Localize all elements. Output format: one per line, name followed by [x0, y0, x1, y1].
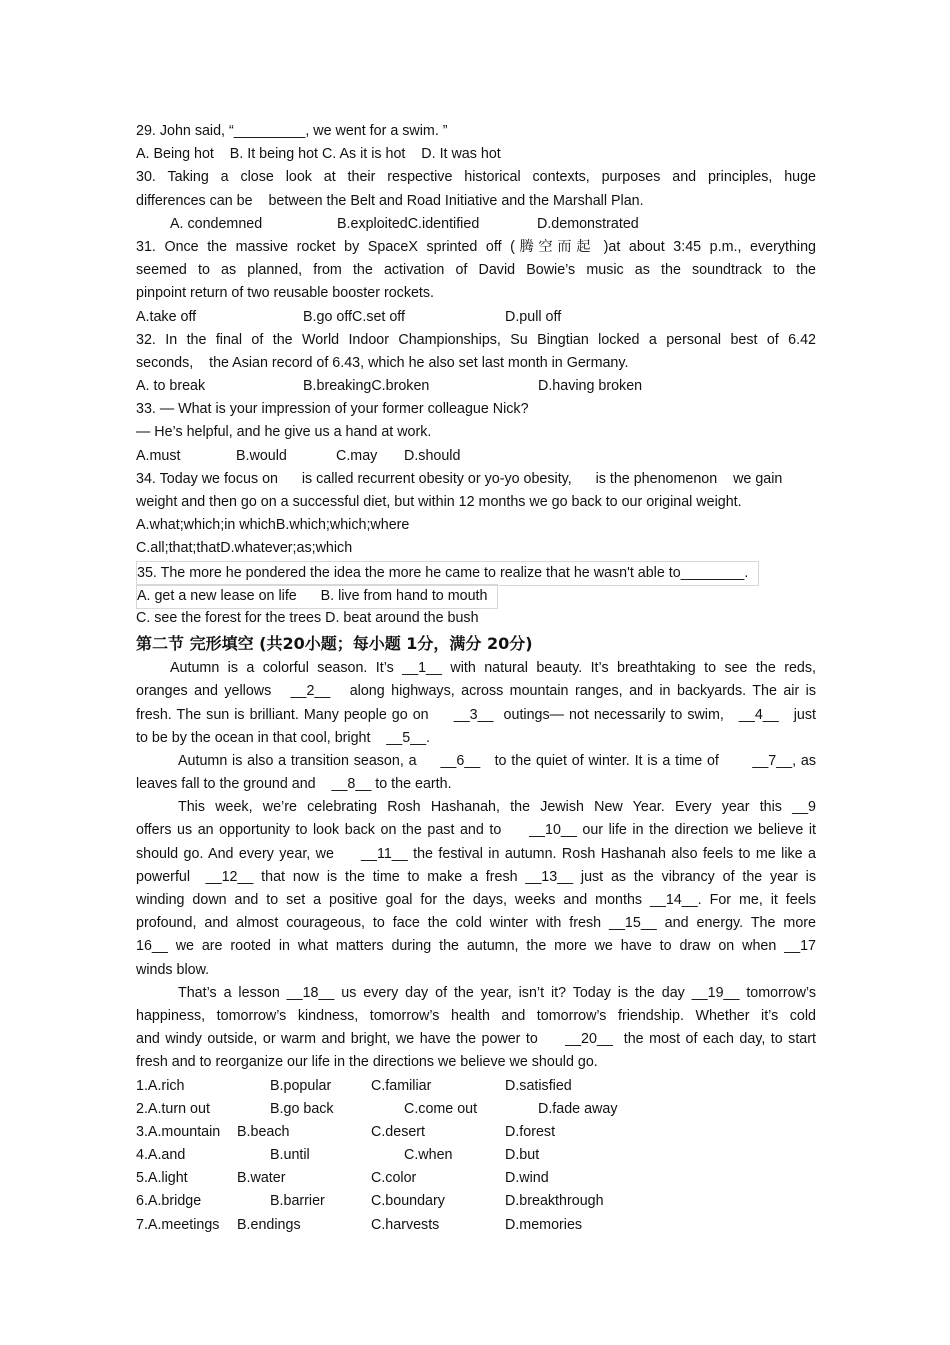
choice-row-6 — [136, 1190, 816, 1213]
choice-row-4 — [136, 1144, 816, 1167]
choice: D.wind — [505, 1170, 549, 1187]
passage-line: 16__ we are rooted in what matters during the autumn, the more we have to draw on when __17 — [136, 938, 816, 955]
option: A.take off — [136, 308, 197, 325]
option: A.must — [136, 447, 181, 464]
choice: B.endings — [237, 1216, 301, 1233]
choice-row-1 — [136, 1075, 816, 1098]
option: C.may — [336, 447, 378, 464]
choice: 4.A.and — [136, 1147, 186, 1164]
question-35-option-line-2: C. see the forest for the trees D. beat around the bush — [136, 609, 479, 626]
passage-line: profound, and almost courageous, to face the cold winter with fresh __15__ and energy. The more — [136, 915, 816, 932]
question-30-line-2: differences can be between the Belt and Road Initiative and the Marshall Plan. — [136, 192, 644, 209]
option: D.demonstrated — [537, 215, 639, 232]
passage-line: Autumn is a colorful season. It’s __1__ with natural beauty. It’s breathtaking to see the reds, — [170, 660, 816, 677]
question-32-line-2: seconds, the Asian record of 6.43, which he also set last month in Germany. — [136, 354, 629, 371]
choice: D.but — [505, 1147, 540, 1164]
choice: B.beach — [237, 1123, 290, 1140]
passage-line: oranges and yellows __2__ along highways, across mountain ranges, and in backyards. The air is — [136, 683, 816, 700]
passage-line: Autumn is also a transition season, a __6__ to the quiet of winter. It is a time of __7__, as — [178, 752, 816, 769]
choice: C.boundary — [371, 1193, 445, 1210]
choice: 1.A.rich — [136, 1077, 185, 1094]
question-35-line-1 — [136, 561, 816, 584]
passage-line: fresh and to reorganize our life in the directions we believe we should go. — [136, 1054, 598, 1071]
question-30-line-1: 30. Taking a close look at their respective historical contexts, purposes and principles, huge — [136, 169, 816, 186]
question-31-line-2: seemed to as planned, from the activation of David Bowie’s music as the soundtrack to the — [136, 262, 816, 279]
passage-line: offers us an opportunity to look back on the past and to __10__ our life in the direction we believe it — [136, 822, 816, 839]
question-29-options: A. Being hot B. It being hot C. As it is hot D. It was hot — [136, 146, 501, 163]
passage-line: That’s a lesson __18__ us every day of the year, isn’t it? Today is the day __19__ tomorrow’s — [178, 984, 816, 1001]
question-35-option-line-1 — [136, 584, 816, 607]
option: B.exploitedC.identified — [337, 215, 480, 232]
passage-line: winds blow. — [136, 961, 210, 978]
choice-row-2 — [136, 1098, 816, 1121]
question-34-option-line-1: A.what;which;in whichB.which;which;where — [136, 517, 410, 534]
question-34-line-1: 34. Today we focus on is called recurrent obesity or yo-yo obesity, is the phenomenon we gain — [136, 470, 783, 487]
choice: D.breakthrough — [505, 1193, 604, 1210]
choice: 2.A.turn out — [136, 1100, 210, 1117]
choice: 6.A.bridge — [136, 1193, 202, 1210]
choice: B.popular — [270, 1077, 332, 1094]
choice: B.water — [237, 1170, 286, 1187]
passage-line: fresh. The sun is brilliant. Many people go on __3__ outings— not necessarily to swim, __4__ just — [136, 706, 816, 723]
question-35-text: 35. The more he pondered the idea the more he came to realize that he wasn't able to________. — [136, 561, 759, 586]
choice: B.go back — [270, 1100, 334, 1117]
section-heading: 第二节 完形填空 (共20小题；每小题 1分，满分 20分) — [136, 634, 533, 654]
passage-line: leaves fall to the ground and __8__ to the earth. — [136, 776, 452, 793]
question-34-line-2: weight and then go on a successful diet, but within 12 months we go back to our original weight. — [136, 494, 742, 510]
passage-line: powerful __12__ that now is the time to make a fresh __13__ just as the vibrancy of the year is — [136, 868, 816, 885]
option: D.pull off — [505, 308, 562, 325]
option: B.would — [236, 447, 287, 464]
question-31-options — [136, 306, 816, 329]
passage-line: winding down and to set a positive goal for the days, weeks and months __14__. For me, it feels — [136, 892, 816, 908]
choice: C.desert — [371, 1123, 426, 1140]
question-33-line-2: — He’s helpful, and he give us a hand at work. — [136, 424, 432, 441]
choice: D.satisfied — [505, 1077, 572, 1094]
choice: D.fade away — [538, 1100, 618, 1117]
question-29: 29. John said, “_________, we went for a swim. ” — [136, 123, 448, 139]
option: D.should — [404, 447, 461, 464]
question-30-options — [136, 213, 816, 236]
passage-line: happiness, tomorrow’s kindness, tomorrow’s health and tomorrow’s friendship. Whether it’s cold — [136, 1007, 816, 1024]
question-34-option-line-2: C.all;that;thatD.whatever;as;which — [136, 540, 353, 557]
question-33-options — [136, 445, 816, 468]
choice-row-7 — [136, 1214, 816, 1237]
choice: B.barrier — [270, 1193, 325, 1210]
question-31-line-3: pinpoint return of two reusable booster rockets. — [136, 285, 435, 302]
question-32-options — [136, 375, 816, 398]
question-35-options-ab: A. get a new lease on life B. live from hand to mouth — [136, 584, 498, 609]
choice: C.harvests — [371, 1216, 440, 1233]
passage-line: and windy outside, or warm and bright, we have the power to __20__ the most of each day, to start — [136, 1031, 816, 1048]
option: A. condemned — [170, 215, 263, 232]
question-33-line-1: 33. — What is your impression of your former colleague Nick? — [136, 401, 529, 418]
choice: D.forest — [505, 1123, 556, 1140]
choice: 3.A.mountain — [136, 1123, 221, 1140]
option: B.breakingC.broken — [303, 378, 430, 395]
choice: B.until — [270, 1147, 310, 1164]
passage-line: This week, we’re celebrating Rosh Hashanah, the Jewish New Year. Every year this __9 — [178, 799, 816, 816]
passage-line: should go. And every year, we __11__ the festival in autumn. Rosh Hashanah also feels to me like a — [136, 845, 816, 862]
choice-row-3 — [136, 1121, 816, 1144]
question-31-line-1: 31. Once the massive rocket by SpaceX sprinted off (腾空而起 )at about 3:45 p.m., everything — [136, 238, 816, 255]
choice: D.memories — [505, 1216, 583, 1233]
choice: C.familiar — [371, 1077, 432, 1094]
choice: C.color — [371, 1170, 417, 1187]
option: B.go offC.set off — [303, 308, 405, 325]
choice: 7.A.meetings — [136, 1216, 220, 1233]
passage-line: to be by the ocean in that cool, bright __5__. — [136, 729, 431, 746]
choice: C.when — [404, 1147, 453, 1164]
option: A. to break — [136, 378, 206, 395]
choice: 5.A.light — [136, 1170, 188, 1187]
exam-page — [136, 120, 816, 1237]
choice: C.come out — [404, 1100, 478, 1117]
option: D.having broken — [538, 378, 643, 395]
choice-row-5 — [136, 1167, 816, 1190]
question-32-line-1: 32. In the final of the World Indoor Championships, Su Bingtian locked a personal best of 6.42 — [136, 331, 816, 348]
